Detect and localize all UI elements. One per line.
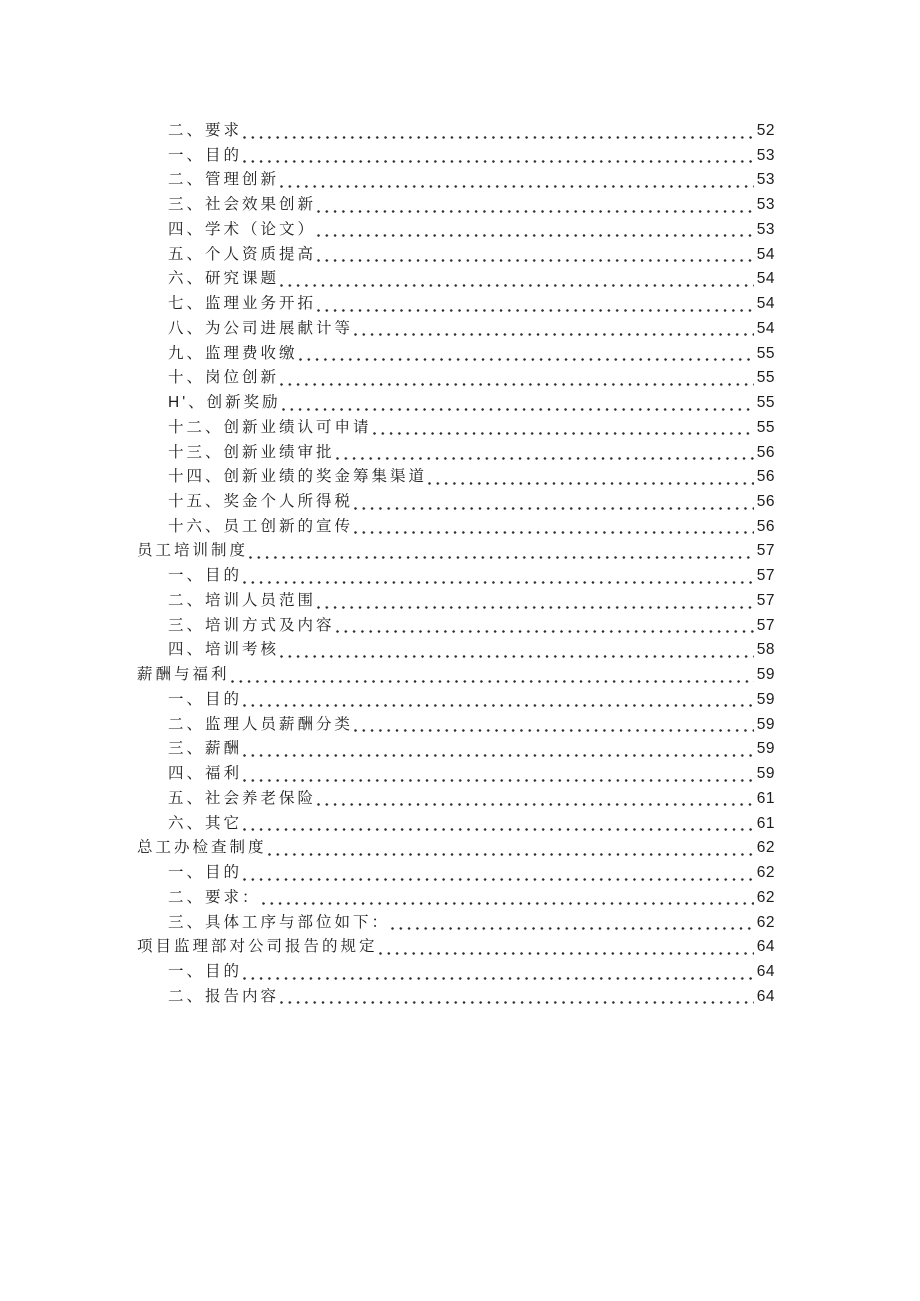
- toc-entry-title: 三、具体工序与部位如下：: [168, 913, 391, 931]
- toc-entry-title: 三、培训方式及内容: [168, 616, 335, 634]
- toc-entry: [137, 762, 775, 787]
- toc-leader-dots: [428, 482, 754, 485]
- toc-entry: [137, 144, 775, 169]
- toc-entry: [137, 663, 775, 688]
- toc-entry: [137, 713, 775, 738]
- toc-leader-dots: [379, 952, 754, 955]
- toc-page-number: 54: [756, 245, 775, 263]
- toc-leader-dots: [280, 383, 754, 386]
- toc-leader-dots: [373, 432, 754, 435]
- toc-page-number: 59: [756, 666, 775, 684]
- toc-page-number: 54: [756, 295, 775, 313]
- toc-leader-dots: [243, 754, 754, 757]
- toc-leader-dots: [243, 779, 754, 782]
- toc-entry-title: 二、要求：: [168, 888, 261, 906]
- toc-entry: [137, 243, 775, 268]
- toc-page-number: 56: [756, 468, 775, 486]
- toc-page-number: 62: [756, 888, 775, 906]
- toc-page-number: 57: [756, 591, 775, 609]
- toc-entry-title: 一、目的: [168, 962, 243, 980]
- toc-leader-dots: [336, 630, 754, 633]
- toc-entry: [137, 539, 775, 564]
- toc-leader-dots: [354, 333, 754, 336]
- toc-entry-title: 十二、创新业绩认可申请: [168, 418, 372, 436]
- toc-leader-dots: [317, 259, 754, 262]
- toc-page-number: 64: [756, 962, 775, 980]
- toc-leader-dots: [243, 136, 754, 139]
- toc-entry: [137, 688, 775, 713]
- toc-page-number: 55: [756, 344, 775, 362]
- toc-leader-dots: [280, 655, 754, 658]
- toc-page-number: 53: [756, 146, 775, 164]
- toc-page-number: 57: [756, 567, 775, 585]
- toc-page-number: 59: [756, 690, 775, 708]
- toc-leader-dots: [243, 704, 754, 707]
- toc-page-number: 61: [756, 789, 775, 807]
- toc-entry: [137, 812, 775, 837]
- toc-leader-dots: [317, 210, 754, 213]
- toc-leader-dots: [280, 185, 754, 188]
- toc-entry-title: 员工培训制度: [137, 542, 249, 560]
- toc-leader-dots: [282, 408, 754, 411]
- toc-leader-dots: [243, 581, 754, 584]
- toc-page-number: 57: [756, 616, 775, 634]
- toc-entry: [137, 218, 775, 243]
- toc-entry-title: 五、社会养老保险: [168, 789, 317, 807]
- toc-leader-dots: [354, 507, 754, 510]
- toc-entry-title: 十六、员工创新的宣传: [168, 517, 354, 535]
- toc-entry-title: 九、监理费收缴: [168, 344, 298, 362]
- toc-leader-dots: [317, 803, 754, 806]
- toc-entry: [137, 292, 775, 317]
- toc-leader-dots: [243, 828, 754, 831]
- toc-page-number: 54: [756, 319, 775, 337]
- toc-entry: [137, 342, 775, 367]
- toc-leader-dots: [317, 309, 754, 312]
- toc-page-number: 53: [756, 171, 775, 189]
- toc-leader-dots: [243, 160, 754, 163]
- toc-page-number: 56: [756, 517, 775, 535]
- toc-entry: [137, 490, 775, 515]
- toc-leader-dots: [299, 358, 754, 361]
- toc-entry-title: 十三、创新业绩审批: [168, 443, 335, 461]
- toc-page-number: 56: [756, 443, 775, 461]
- toc-entry: [137, 416, 775, 441]
- toc-entry: [137, 317, 775, 342]
- toc-entry-title: 三、社会效果创新: [168, 196, 317, 214]
- toc-entry: [137, 564, 775, 589]
- toc-entry: [137, 836, 775, 861]
- toc-entry: [137, 366, 775, 391]
- toc-entry: [137, 614, 775, 639]
- toc-entry: [137, 638, 775, 663]
- toc-entry-title: 六、其它: [168, 814, 243, 832]
- toc-leader-dots: [262, 902, 754, 905]
- toc-entry-title: 二、管理创新: [168, 171, 280, 189]
- toc-entry-title: 四、培训考核: [168, 641, 280, 659]
- toc-entry-title: 四、福利: [168, 765, 243, 783]
- toc-entry: [137, 441, 775, 466]
- toc-entry: [137, 985, 775, 1010]
- toc-entry-title: H'、创新奖励: [168, 394, 281, 412]
- toc-page-number: 64: [756, 938, 775, 956]
- table-of-contents: [137, 0, 775, 1009]
- toc-entry-title: 二、培训人员范围: [168, 591, 317, 609]
- toc-leader-dots: [280, 1001, 754, 1004]
- toc-entry-title: 六、研究课题: [168, 270, 280, 288]
- toc-entry-title: 一、目的: [168, 690, 243, 708]
- toc-page-number: 55: [756, 394, 775, 412]
- toc-page-number: 64: [756, 987, 775, 1005]
- toc-leader-dots: [249, 556, 754, 559]
- toc-leader-dots: [336, 457, 754, 460]
- toc-page-number: 52: [756, 122, 775, 139]
- toc-entry: [137, 935, 775, 960]
- toc-page-number: 53: [756, 196, 775, 214]
- toc-entry-title: 十五、奖金个人所得税: [168, 493, 354, 511]
- toc-entry-title: 十四、创新业绩的奖金筹集渠道: [168, 468, 428, 486]
- toc-leader-dots: [243, 878, 754, 881]
- toc-entry: [137, 267, 775, 292]
- toc-page-number: 56: [756, 493, 775, 511]
- toc-leader-dots: [317, 234, 754, 237]
- toc-page-number: 59: [756, 740, 775, 758]
- toc-entry-title: 薪酬与福利: [137, 666, 230, 684]
- toc-page-number: 62: [756, 864, 775, 882]
- toc-page-number: 55: [756, 418, 775, 436]
- toc-entry: [137, 886, 775, 911]
- toc-entry: [137, 911, 775, 936]
- toc-entry: [137, 589, 775, 614]
- toc-entry: [137, 193, 775, 218]
- toc-page-number: 58: [756, 641, 775, 659]
- toc-page-number: 62: [756, 913, 775, 931]
- toc-entry-title: 二、要求: [168, 122, 243, 139]
- toc-entry-title: 二、监理人员薪酬分类: [168, 715, 354, 733]
- toc-entry-title: 四、学术（论文）: [168, 220, 317, 238]
- toc-entry: [137, 960, 775, 985]
- toc-entry-title: 二、报告内容: [168, 987, 280, 1005]
- toc-entry-title: 七、监理业务开拓: [168, 295, 317, 313]
- toc-entry-title: 一、目的: [168, 146, 243, 164]
- toc-entry: [137, 787, 775, 812]
- toc-page-number: 54: [756, 270, 775, 288]
- toc-entry: [137, 391, 775, 416]
- toc-leader-dots: [354, 729, 754, 732]
- toc-entry: [137, 861, 775, 886]
- toc-entry-title: 三、薪酬: [168, 740, 243, 758]
- toc-entry-title: 十、岗位创新: [168, 369, 280, 387]
- toc-entry-title: 一、目的: [168, 864, 243, 882]
- toc-entry-title: 一、目的: [168, 567, 243, 585]
- toc-entry-title: 总工办检查制度: [137, 839, 267, 857]
- toc-leader-dots: [317, 606, 754, 609]
- toc-page-number: 61: [756, 814, 775, 832]
- toc-entry: [137, 168, 775, 193]
- toc-page-number: 59: [756, 765, 775, 783]
- toc-page-number: 55: [756, 369, 775, 387]
- toc-page-number: 59: [756, 715, 775, 733]
- toc-page-number: 53: [756, 220, 775, 238]
- toc-leader-dots: [231, 680, 754, 683]
- toc-leader-dots: [268, 853, 754, 856]
- toc-leader-dots: [280, 284, 754, 287]
- toc-leader-dots: [354, 531, 754, 534]
- toc-entry: [137, 119, 775, 144]
- toc-entry: [137, 515, 775, 540]
- toc-entry-title: 八、为公司进展献计等: [168, 319, 354, 337]
- toc-entry: [137, 465, 775, 490]
- toc-entry-title: 五、个人资质提高: [168, 245, 317, 263]
- toc-page-number: 57: [756, 542, 775, 560]
- toc-page-number: 62: [756, 839, 775, 857]
- toc-leader-dots: [391, 927, 754, 930]
- toc-entry-title: 项目监理部对公司报告的规定: [137, 938, 378, 956]
- toc-leader-dots: [243, 977, 754, 980]
- toc-entry: [137, 737, 775, 762]
